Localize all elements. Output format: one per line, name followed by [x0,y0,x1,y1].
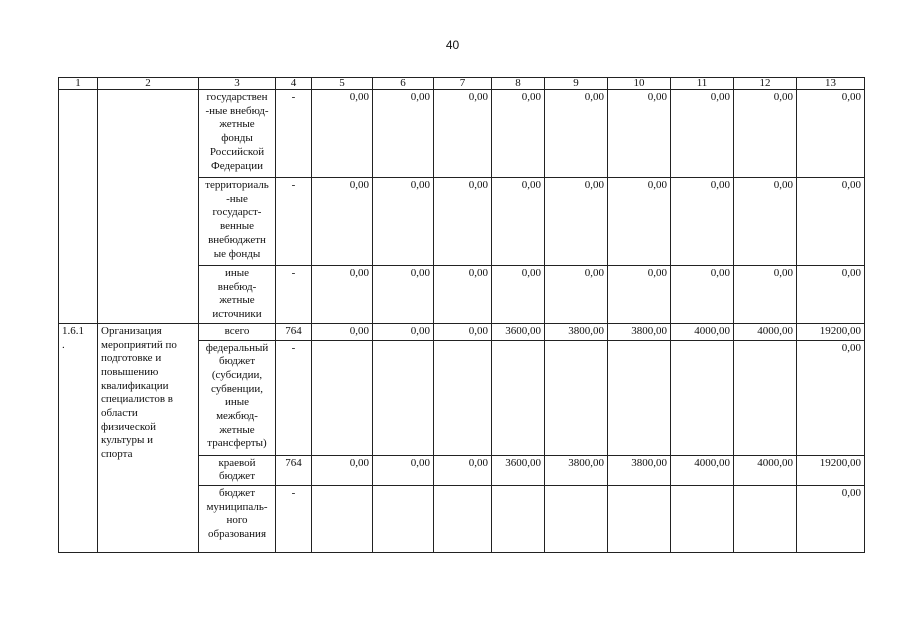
cell-value [312,485,373,552]
cell-value: 0,00 [373,90,434,178]
cell-value [671,485,734,552]
cell-value [671,340,734,455]
cell-value: 0,00 [671,266,734,324]
cell-value: 0,00 [434,455,492,485]
table-row [59,90,865,178]
col-header: 13 [797,78,865,90]
cell-value: 3800,00 [545,455,608,485]
cell-value [734,340,797,455]
cell-value: 0,00 [434,178,492,266]
cell-name [98,90,199,324]
cell-value: 0,00 [373,323,434,340]
cell-code: - [276,178,312,266]
cell-number: 1.6.1 . [59,323,98,552]
cell-value [434,340,492,455]
cell-value: 0,00 [734,266,797,324]
cell-value: 3800,00 [608,455,671,485]
col-header: 10 [608,78,671,90]
col-header: 3 [199,78,276,90]
cell-value [545,340,608,455]
col-header: 11 [671,78,734,90]
cell-value: 0,00 [608,90,671,178]
cell-value: 4000,00 [671,323,734,340]
col-header: 6 [373,78,434,90]
cell-source: краевой бюджет [199,455,276,485]
col-header: 7 [434,78,492,90]
col-header: 1 [59,78,98,90]
cell-value: 0,00 [373,266,434,324]
cell-value: 0,00 [492,178,545,266]
cell-value: 0,00 [373,178,434,266]
budget-table [58,77,865,553]
cell-value [492,485,545,552]
cell-code: 764 [276,455,312,485]
cell-value: 4000,00 [734,455,797,485]
cell-value: 4000,00 [671,455,734,485]
cell-code: - [276,266,312,324]
cell-value [545,485,608,552]
header-row [59,78,865,90]
cell-value [312,340,373,455]
cell-code: - [276,485,312,552]
cell-value: 3800,00 [545,323,608,340]
cell-value: 0,00 [797,178,865,266]
cell-value: 0,00 [312,178,373,266]
cell-value: 0,00 [608,178,671,266]
cell-value: 19200,00 [797,455,865,485]
cell-value [608,340,671,455]
cell-source: государствен -ные внебюд- жетные фонды Российской Федерации [199,90,276,178]
cell-value: 3800,00 [608,323,671,340]
cell-value: 0,00 [545,178,608,266]
cell-value: 0,00 [545,90,608,178]
cell-value: 3600,00 [492,323,545,340]
cell-value: 0,00 [312,266,373,324]
cell-value [373,340,434,455]
cell-value: 3600,00 [492,455,545,485]
table-row [59,323,865,340]
col-header: 9 [545,78,608,90]
cell-code: - [276,90,312,178]
cell-value [734,485,797,552]
col-header: 8 [492,78,545,90]
cell-value: 0,00 [434,90,492,178]
col-header: 12 [734,78,797,90]
cell-value: 4000,00 [734,323,797,340]
cell-value: 0,00 [797,340,865,455]
cell-number [59,90,98,324]
cell-value: 0,00 [492,90,545,178]
cell-name: Организация мероприятий по подготовке и повышению квалификации специалистов в области физической культуры и спорта [98,323,199,552]
cell-value [434,485,492,552]
cell-value: 0,00 [434,323,492,340]
cell-value: 0,00 [671,90,734,178]
cell-value [608,485,671,552]
cell-value: 0,00 [492,266,545,324]
cell-value: 0,00 [797,266,865,324]
cell-value: 0,00 [373,455,434,485]
cell-source: федеральный бюджет (субсидии, субвенции, иные межбюд- жетные трансферты) [199,340,276,455]
cell-source: территориаль -ные государст- венные внебюджетн ые фонды [199,178,276,266]
cell-value: 19200,00 [797,323,865,340]
page-number: 40 [445,38,460,52]
cell-value: 0,00 [608,266,671,324]
cell-value: 0,00 [734,90,797,178]
cell-source: иные внебюд- жетные источники [199,266,276,324]
cell-value: 0,00 [734,178,797,266]
cell-value [373,485,434,552]
cell-value: 0,00 [671,178,734,266]
cell-code: - [276,340,312,455]
cell-value: 0,00 [434,266,492,324]
cell-value: 0,00 [312,323,373,340]
cell-source: бюджет муниципаль- ного образования [199,485,276,552]
cell-value [492,340,545,455]
cell-value: 0,00 [545,266,608,324]
cell-value: 0,00 [312,90,373,178]
cell-source: всего [199,323,276,340]
col-header: 2 [98,78,199,90]
cell-value: 0,00 [797,485,865,552]
cell-value: 0,00 [797,90,865,178]
col-header: 4 [276,78,312,90]
cell-value: 0,00 [312,455,373,485]
col-header: 5 [312,78,373,90]
cell-code: 764 [276,323,312,340]
